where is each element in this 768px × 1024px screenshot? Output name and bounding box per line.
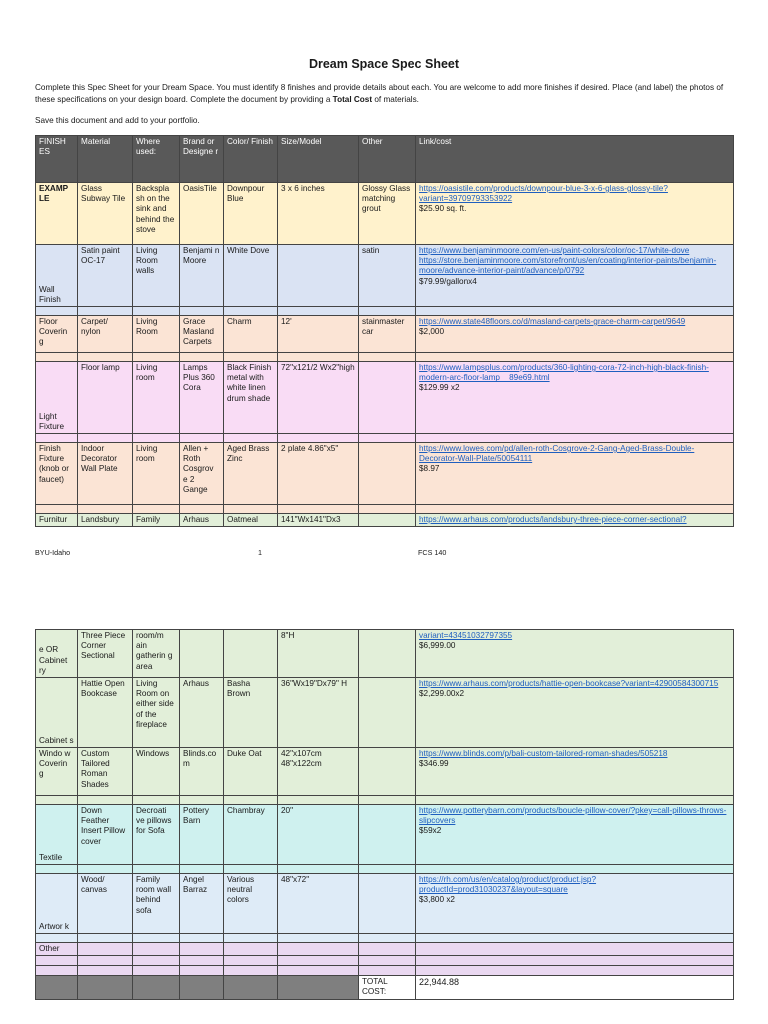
link[interactable]: https://www.arhaus.com/products/hattie-open-bookcase?variant=42900584300715 [419,679,719,688]
size-cell: 3 x 6 inches [278,183,359,245]
table-row-light [36,362,734,434]
finish-cell: EXAMP LE [36,183,78,245]
table-row-floor [36,316,734,353]
size-cell: 141"Wx141"Dx3 [278,514,359,527]
link-cell [416,805,734,865]
material-cell: Glass Subway Tile [78,183,133,245]
color-cell [224,630,278,678]
link[interactable]: https://rh.com/us/en/catalog/product/product.jsp?productId=prod31030237&layout=square [419,875,597,895]
where-cell: Living Room [133,316,180,353]
finish-cell: Wall Finish [36,245,78,307]
other-cell: stainmaster car [359,316,416,353]
header-other: Other [359,136,416,183]
brand-cell: Benjami n Moore [180,245,224,307]
link-cell [416,514,734,527]
other-cell [359,630,416,678]
table-row-cabinets [36,678,734,748]
color-cell: Aged Brass Zinc [224,443,278,505]
brand-cell: Lamps Plus 360 Cora [180,362,224,434]
brand-cell: Blinds.co m [180,748,224,796]
size-cell: 20" [278,805,359,865]
finish-cell: Floor Coverin g [36,316,78,353]
color-cell: Downpour Blue [224,183,278,245]
link-cell [416,678,734,748]
cost: $346.99 [419,759,449,769]
header-material: Material [78,136,133,183]
material-cell: Landsbury [78,514,133,527]
size-cell: 48"x72" [278,874,359,934]
table-row-fixture [36,443,734,505]
table-row-textile [36,805,734,865]
color-cell: Basha Brown [224,678,278,748]
finish-cell: Artwor k [36,874,78,934]
color-cell: Chambray [224,805,278,865]
material-cell: Satin paint OC-17 [78,245,133,307]
spec-table-page1 [35,135,734,527]
size-cell: 2 plate 4.86"x5" [278,443,359,505]
table-row-artwork [36,874,734,934]
link-cell [416,874,734,934]
header-brand: Brand or Designe r [180,136,224,183]
other-cell [359,748,416,796]
other-cell [359,874,416,934]
size-cell [278,245,359,307]
spacer-row [36,934,734,943]
material-cell: Three Piece Corner Sectional [78,630,133,678]
header-finishes: FINISH ES [36,136,78,183]
table-row-window [36,748,734,796]
material-cell: Hattie Open Bookcase [78,678,133,748]
other-cell [359,514,416,527]
link-cell [416,183,734,245]
total-value: 22,944.88 [416,976,734,999]
where-cell: Living Room on either side of the fireplace [133,678,180,748]
color-cell: Various neutral colors [224,874,278,934]
other-cell: satin [359,245,416,307]
brand-cell: Grace Masland Carpets [180,316,224,353]
brand-cell: Arhaus [180,678,224,748]
link-cell [416,316,734,353]
where-cell: Backspla sh on the sink and behind the stove [133,183,180,245]
link[interactable]: https://www.blinds.com/p/bali-custom-tailored-roman-shades/505218 [419,749,668,758]
spacer-row [36,865,734,874]
link[interactable]: https://www.state48floors.co/d/masland-carpets-grace-charm-carpet/9649 [419,317,686,326]
link[interactable]: https://store.benjaminmoore.com/storefront/us/en/coating/interior-paints/benjamin-moore/advance-interior-paint/advance/p/0792 [419,256,717,276]
table-row-furniture [36,514,734,527]
size-cell: 72"x121/2 Wx2"high [278,362,359,434]
spacer-row [36,796,734,805]
color-cell: Charm [224,316,278,353]
other-cell: Glossy Glass matching grout [359,183,416,245]
material-cell: Wood/ canvas [78,874,133,934]
header-link: Link/cost [416,136,734,183]
cost: $129.99 x2 [419,383,460,393]
brand-cell: Pottery Barn [180,805,224,865]
link[interactable]: variant=43451032797355 [419,631,513,640]
brand-cell: Angel Barraz [180,874,224,934]
cost: $3,800 x2 [419,895,455,905]
material-cell: Floor lamp [78,362,133,434]
color-cell: Duke Oat [224,748,278,796]
page-title: Dream Space Spec Sheet [308,57,460,71]
total-row [36,976,734,999]
color-cell: White Dove [224,245,278,307]
size-cell: 12' [278,316,359,353]
link-cell [416,630,734,678]
other-cell [359,362,416,434]
where-cell: Living room [133,362,180,434]
where-cell: Living room [133,443,180,505]
header-color: Color/ Finish [224,136,278,183]
size-cell: 36"Wx19"Dx79" H [278,678,359,748]
cost: $79.99/gallonx4 [419,276,477,286]
material-cell: Custom Tailored Roman Shades [78,748,133,796]
material-cell: Down Feather Insert Pillow cover [78,805,133,865]
brand-cell: OasisTile [180,183,224,245]
footer-left: BYU-Idaho [35,548,71,557]
table-row-other [36,943,734,956]
link-cell [416,748,734,796]
link[interactable]: https://www.arhaus.com/products/landsbury-three-piece-corner-sectional? [419,515,687,524]
total-label: TOTAL COST: [359,976,416,999]
link[interactable]: https://www.lowes.com/pd/allen-roth-Cosgrove-2-Gang-Aged-Brass-Double-Decorator-Wall-Plate/50054111 [419,444,695,464]
instructions: Complete this Spec Sheet for your Dream Space. You must identify 8 finishes and provide details about each. You are welcome to add more finishes if desired. Place (and label) the photos of these specifications on your design board. Complete the document by providing a Total Cost of materials. [35,83,724,104]
cost: $59x2 [419,826,442,836]
table-row-blank [36,966,734,976]
where-cell: room/m ain gatherin g area [133,630,180,678]
where-cell: Living Room walls [133,245,180,307]
header-row [36,136,734,183]
where-cell: Family [133,514,180,527]
finish-cell: e OR Cabinet ry [36,630,78,678]
where-cell: Windows [133,748,180,796]
table-row-furniture-cont [36,630,734,678]
link[interactable]: https://www.lampsplus.com/products/360-lighting-cora-72-inch-high-black-finish-modern-arc-floor-lamp__89e69.html [419,363,709,383]
finish-cell: Windo w Coverin g [36,748,78,796]
cost: $25.90 sq. ft. [419,204,467,214]
color-cell: Oatmeal [224,514,278,527]
save-note: Save this document and add to your portfolio. [35,116,200,125]
size-cell: 8"H [278,630,359,678]
footer-page-number: 1 [258,548,262,557]
other-cell [359,805,416,865]
finish-cell: Textile [36,805,78,865]
brand-cell [180,630,224,678]
spacer-row [36,434,734,443]
spacer-row [36,307,734,316]
material-cell: Carpet/ nylon [78,316,133,353]
table-row-example [36,183,734,245]
spec-table-page2 [35,629,734,1000]
footer-right: FCS 140 [418,548,447,557]
cost: $2,000 [419,327,445,337]
link-cell [416,443,734,505]
table-row-blank [36,956,734,966]
link-cell [416,362,734,434]
where-cell: Decroati ve pillows for Sofa [133,805,180,865]
finish-cell: Finish Fixture (knob or faucet) [36,443,78,505]
link[interactable]: https://www.potterybarn.com/products/boucle-pillow-cover/?pkey=call-pillows-throws-slipcovers [419,806,727,826]
header-size: Size/Model [278,136,359,183]
finish-cell: Cabinet s [36,678,78,748]
material-cell: Indoor Decorator Wall Plate [78,443,133,505]
finish-cell: Furnitur [36,514,78,527]
brand-cell: Arhaus [180,514,224,527]
cost: $8.97 [419,464,440,474]
brand-cell: Allen + Roth Cosgrov e 2 Gange [180,443,224,505]
cost: $2,299.00x2 [419,689,465,699]
where-cell: Family room wall behind sofa [133,874,180,934]
other-cell [359,443,416,505]
color-cell: Black Finish metal with white linen drum shade [224,362,278,434]
link[interactable]: https://oasistile.com/products/downpour-blue-3-x-6-glass-glossy-tile?variant=39709793353922 [419,184,668,204]
spacer-row [36,353,734,362]
link[interactable]: https://www.benjaminmoore.com/en-us/paint-colors/color/oc-17/white-dove [419,246,690,255]
link-cell [416,245,734,307]
total-cost-emphasis: Total Cost [332,95,373,104]
cost: $6,999.00 [419,641,456,651]
other-cell [359,678,416,748]
finish-cell: Other [36,943,78,956]
spacer-row [36,505,734,514]
table-row-wall [36,245,734,307]
finish-cell: Light Fixture [36,362,78,434]
header-where: Where used: [133,136,180,183]
size-cell: 42"x107cm 48"x122cm [278,748,359,796]
